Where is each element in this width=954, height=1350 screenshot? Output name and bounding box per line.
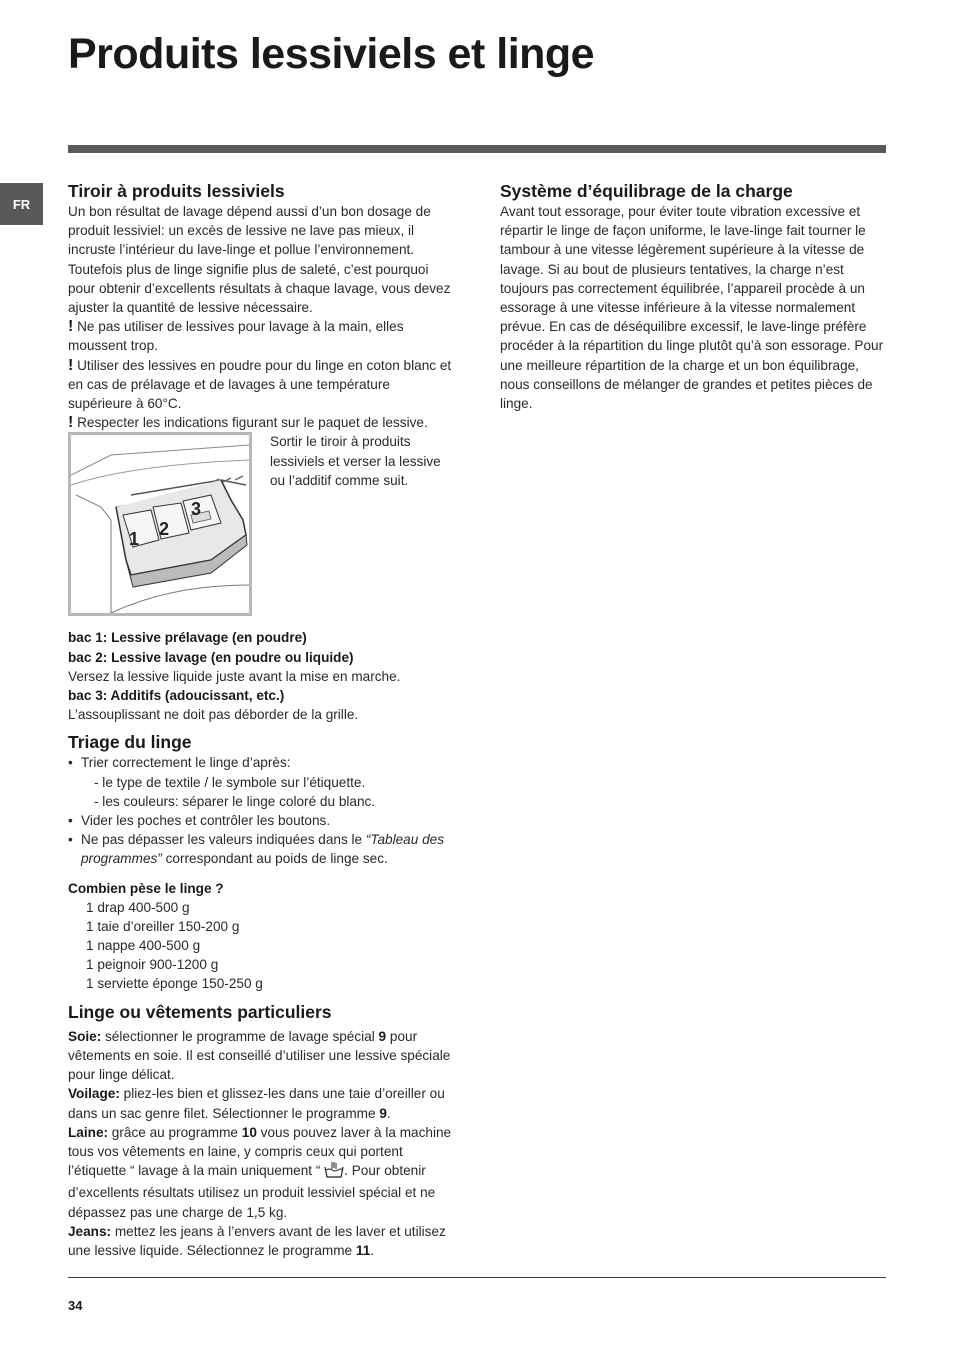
header-rule xyxy=(68,145,886,153)
page-number: 34 xyxy=(68,1298,83,1313)
detergent-drawer-illustration xyxy=(68,432,252,616)
warning-3-text: Respecter les indications figurant sur le paquet de lessive. xyxy=(77,415,428,431)
footer-rule xyxy=(68,1277,886,1278)
drawer-figure-block xyxy=(68,432,456,622)
bullet-icon: • xyxy=(68,813,73,829)
left-column xyxy=(68,181,456,1260)
equilibrage-heading: Système d’équilibrage de la charge xyxy=(500,181,793,201)
list-item: • Trier correctement le linge d’après: xyxy=(68,753,456,772)
bac1-label: bac 1: Lessive prélavage (en poudre) xyxy=(68,630,307,646)
list-item: - les couleurs: séparer le linge coloré du blanc. xyxy=(94,793,376,809)
tiroir-heading: Tiroir à produits lessiviels xyxy=(68,181,285,201)
bac2-label: bac 2: Lessive lavage (en poudre ou liquide) xyxy=(68,649,354,665)
list-item: 1 serviette éponge 150-250 g xyxy=(86,976,263,992)
bac2-note: Versez la lessive liquide juste avant la mise en marche. xyxy=(68,668,401,684)
warning-1-text: Ne pas utiliser de lessives pour lavage à la main, elles moussent trop. xyxy=(68,319,404,354)
compartment-label-1: 1 xyxy=(129,529,140,550)
warning-2 xyxy=(68,356,456,414)
warning-mark-icon: ! xyxy=(68,414,74,432)
soie-paragraph: Soie: sélectionner le programme de lavage spécial 9 pour vêtements en soie. Il est conseillé d’utiliser une lessive spéciale pour linge délicat. xyxy=(68,1028,451,1083)
list-item: 1 nappe 400-500 g xyxy=(86,938,201,954)
bac3-note: L’assouplissant ne doit pas déborder de la grille. xyxy=(68,707,359,723)
warning-mark-icon: ! xyxy=(68,318,74,336)
bullet-icon: • xyxy=(68,755,73,771)
list-item: 1 taie d’oreiller 150-200 g xyxy=(86,918,240,934)
list-item: 1 peignoir 900-1200 g xyxy=(86,957,219,973)
particuliers-heading: Linge ou vêtements particuliers xyxy=(68,1001,332,1022)
compartment-label-3: 3 xyxy=(191,499,202,520)
page-title: Produits lessiviels et linge xyxy=(68,30,595,78)
language-tab: FR xyxy=(0,183,43,225)
warning-mark-icon: ! xyxy=(68,356,74,374)
voilage-paragraph: Voilage: pliez-les bien et glissez-les dans une taie d’oreiller ou dans un sac genre filet. Sélectionner le programme 9. xyxy=(68,1086,445,1121)
list-item: • Vider les poches et contrôler les boutons. xyxy=(68,811,456,830)
laine-paragraph: Laine: grâce au programme 10 vous pouvez laver à la machine tous vos vêtements en laine, y compris ceux qui portent l’étiquette “ lavage à la main uniquement “ . Pour obtenir d’excellents résultats utilisez un produit lessiviel spécial et ne dépassez pas une charge de 1,5 kg. xyxy=(68,1124,452,1220)
equilibrage-text: Avant tout essorage, pour éviter toute vibration excessive et répartir le linge de façon uniforme, le lave-linge fait tourner le tambour à une vitesse légèrement supérieure à la vitesse de lavage. Si au bout de plusieurs tentatives, la charge n’est toujours pas correctement équilibrée, l’appareil procède à un essorage à une vitesse inférieure à la vitesse normalement prévue. En cas de déséquilibre excessif, le lave-linge préfère procéder à la répartition du linge plutôt qu’à son essorage. Pour une meilleure répartition de la charge et un bon équilibrage, nous conseillons de mélanger de grandes et petites pièces de linge. xyxy=(500,204,884,412)
right-column xyxy=(500,181,886,413)
list-item: • Ne pas dépasser les valeurs indiquées dans le “Tableau des programmes” correspondant au poids de linge sec. xyxy=(68,832,444,867)
tiroir-intro: Un bon résultat de lavage dépend aussi d’un bon dosage de produit lessiviel: un excès de lessive ne lave pas mieux, il incruste l’intérieur du lave-linge et pollue l’environnement. Toutefois plus de linge signifie plus de saleté, c’est pourquoi pour obtenir d’excellents résultats à chaque lavage, vous devez ajuster la quantité de lessive nécessaire. xyxy=(68,204,451,316)
poids-list xyxy=(68,898,456,994)
bullet-icon: • xyxy=(68,832,73,848)
bac3-label: bac 3: Additifs (adoucissant, etc.) xyxy=(68,688,285,704)
triage-list xyxy=(68,753,456,868)
poids-heading: Combien pèse le linge ? xyxy=(68,880,224,896)
list-item: - le type de textile / le symbole sur l’étiquette. xyxy=(94,774,366,790)
figure-caption: Sortir le tiroir à produits lessiviels et verser la lessive ou l’additif comme suit. xyxy=(270,434,441,488)
jeans-paragraph: Jeans: mettez les jeans à l’envers avant de les laver et utilisez une lessive liquide. Sélectionnez le programme 11. xyxy=(68,1223,446,1258)
warning-2-text: Utiliser des lessives en poudre pour du linge en coton blanc et en cas de prélavage et de lavages à une température supérieure à 60°C. xyxy=(68,357,452,412)
warning-1 xyxy=(68,317,456,355)
triage-heading: Triage du linge xyxy=(68,732,192,753)
hand-wash-icon xyxy=(324,1162,344,1183)
list-item: 1 drap 400-500 g xyxy=(86,899,190,915)
compartment-label-2: 2 xyxy=(159,519,170,540)
warning-3 xyxy=(68,413,456,432)
